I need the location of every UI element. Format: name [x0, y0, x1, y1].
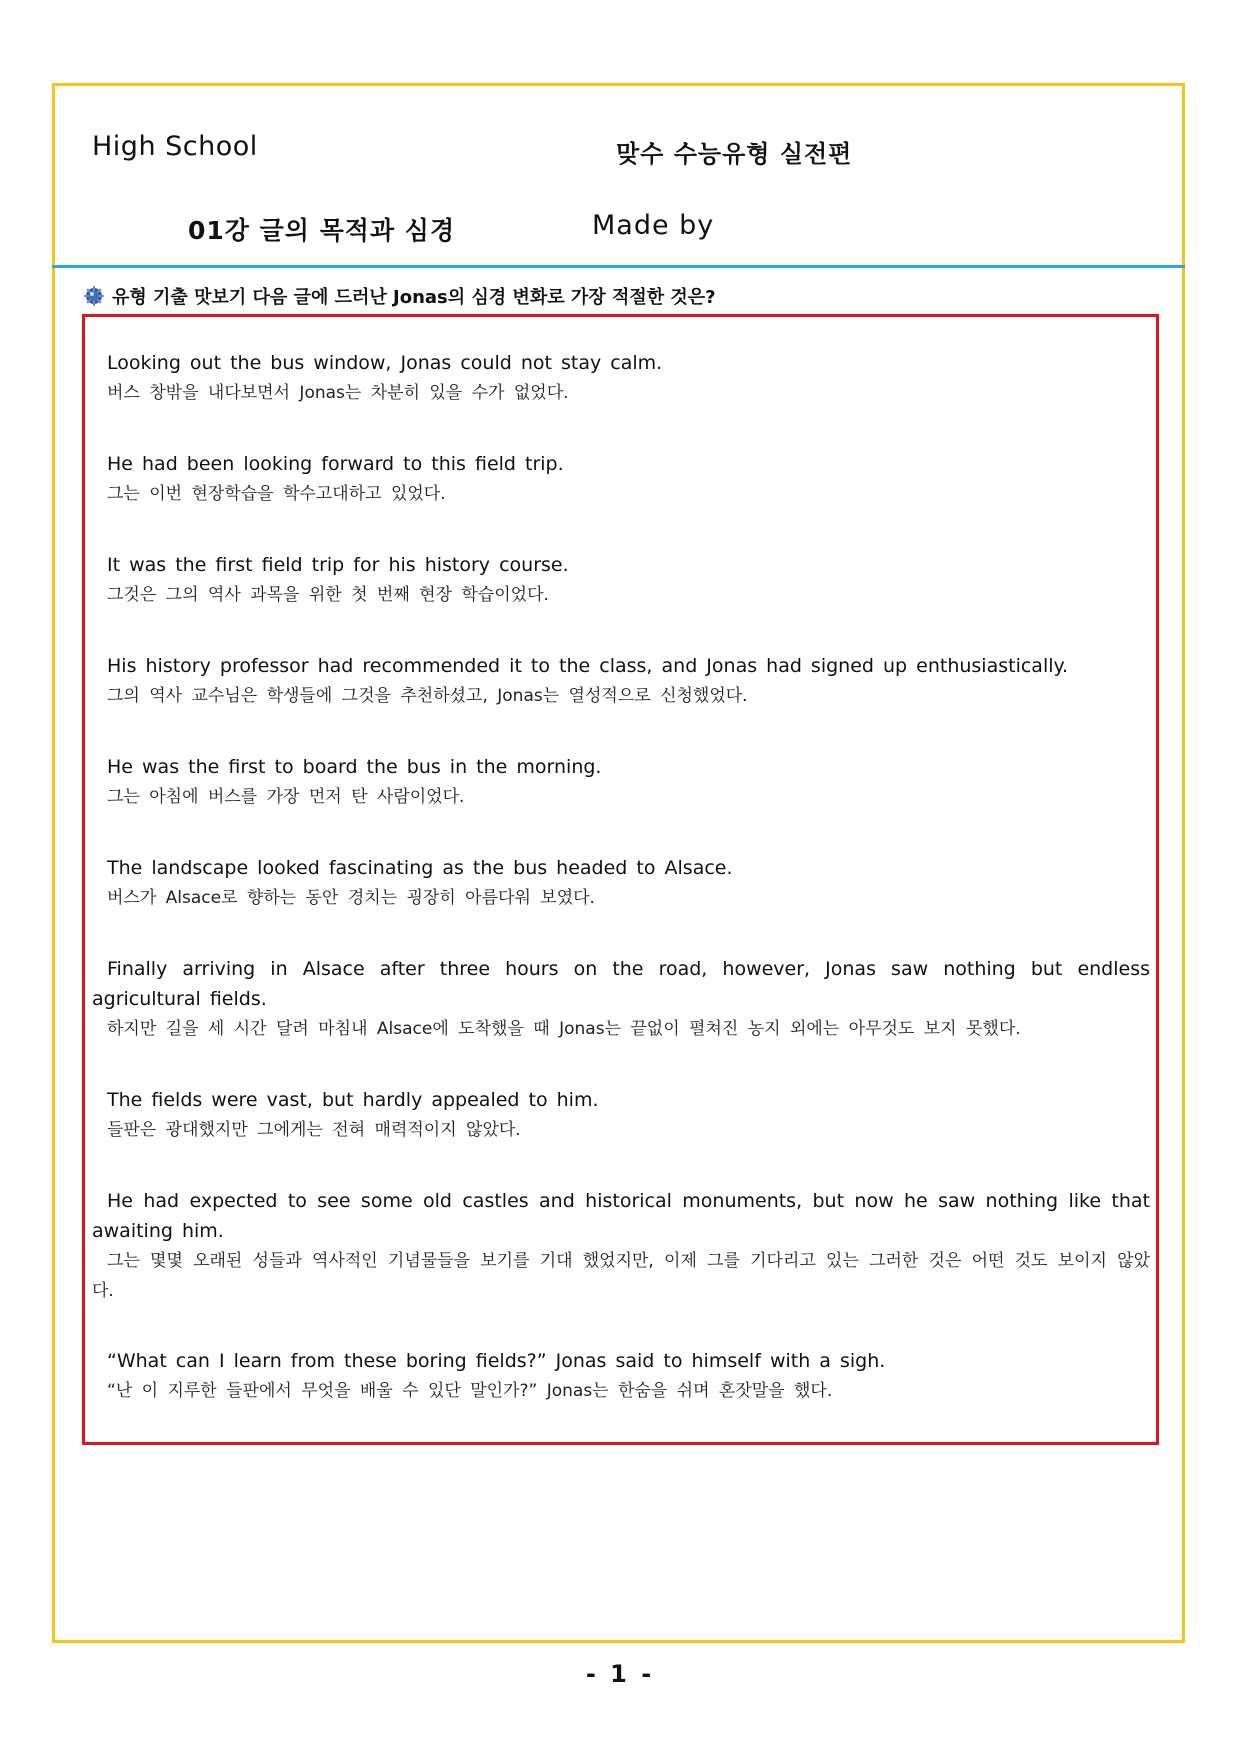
series-title: 맞수 수능유형 실전편	[616, 140, 853, 168]
korean-translation: 그는 몇몇 오래된 성들과 역사적인 기념물들을 보기를 기대 했었지만, 이제 그를 기다리고 있는 그러한 것은 어떤 것도 보이지 않았다.	[92, 1251, 1150, 1301]
korean-translation: 그는 아침에 버스를 가장 먼저 탄 사람이었다.	[107, 787, 465, 807]
korean-translation: 하지만 길을 세 시간 달려 마침내 Alsace에 도착했을 때 Jonas는 끝없이 펼쳐진 농지 외에는 아무것도 보지 못했다.	[107, 1019, 1021, 1039]
sentence-pair	[92, 651, 1150, 711]
korean-translation: 들판은 광대했지만 그에게는 전혀 매력적이지 않았다.	[107, 1120, 521, 1140]
gear-bullet-icon	[84, 286, 104, 306]
english-sentence: It was the first field trip for his history course.	[107, 554, 569, 576]
school-level: High School	[92, 131, 258, 162]
english-sentence: He was the first to board the bus in the morning.	[107, 756, 602, 778]
korean-translation: “난 이 지루한 들판에서 무엇을 배울 수 있단 말인가?” Jonas는 한숨을 쉬며 혼잣말을 했다.	[107, 1381, 833, 1401]
lesson-title: 01강 글의 목적과 심경	[188, 216, 456, 245]
page-number: - 1 -	[585, 1660, 655, 1688]
english-sentence: “What can I learn from these boring fields?” Jonas said to himself with a sigh.	[107, 1350, 886, 1372]
english-sentence: His history professor had recommended it to the class, and Jonas had signed up enthusiastically.	[107, 655, 1069, 677]
english-sentence: He had been looking forward to this field trip.	[107, 453, 564, 475]
sentence-pair	[92, 1346, 1150, 1406]
sentence-pair	[92, 1085, 1150, 1145]
question-line	[84, 283, 716, 309]
sentence-pair	[92, 853, 1150, 913]
english-sentence: He had expected to see some old castles and historical monuments, but now he saw nothing like that awaiting him.	[92, 1190, 1150, 1242]
question-text: 유형 기출 맛보기 다음 글에 드러난 Jonas의 심경 변화로 가장 적절한 것은?	[112, 287, 716, 308]
sentence-pair	[92, 550, 1150, 610]
sentence-pair	[92, 752, 1150, 812]
sentence-pair	[92, 954, 1150, 1044]
korean-translation: 그는 이번 현장학습을 학수고대하고 있었다.	[107, 484, 446, 504]
korean-translation: 그것은 그의 역사 과목을 위한 첫 번째 현장 학습이었다.	[107, 585, 549, 605]
english-sentence: The landscape looked fascinating as the bus headed to Alsace.	[107, 857, 733, 879]
english-sentence: Looking out the bus window, Jonas could not stay calm.	[107, 352, 663, 374]
sentence-pair	[92, 348, 1150, 408]
english-sentence: The fields were vast, but hardly appealed to him.	[107, 1089, 599, 1111]
sentence-pair	[92, 449, 1150, 509]
header-divider	[52, 265, 1185, 268]
english-sentence: Finally arriving in Alsace after three hours on the road, however, Jonas saw nothing but endless agricultural fields.	[92, 958, 1150, 1010]
made-by: Made by	[592, 210, 715, 241]
korean-translation: 버스가 Alsace로 향하는 동안 경치는 굉장히 아름다워 보였다.	[107, 888, 595, 908]
korean-translation: 버스 창밖을 내다보면서 Jonas는 차분히 있을 수가 없었다.	[107, 383, 569, 403]
sentence-pair	[92, 1186, 1150, 1306]
korean-translation: 그의 역사 교수님은 학생들에 그것을 추천하셨고, Jonas는 열성적으로 신청했었다.	[107, 686, 748, 706]
